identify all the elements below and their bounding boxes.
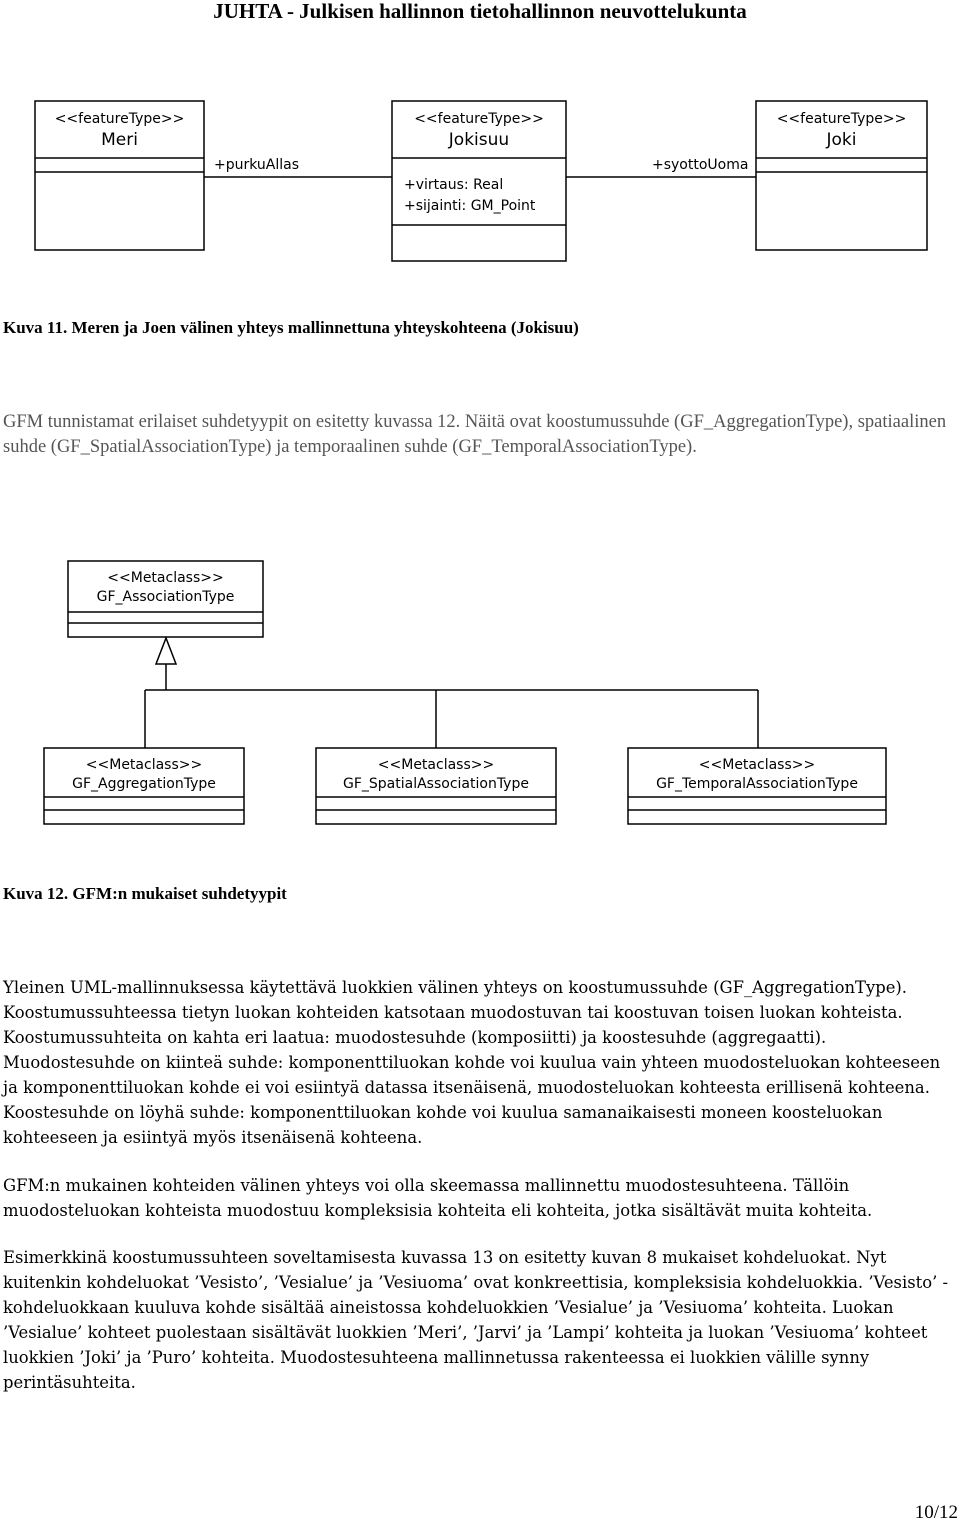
header-title: JUHTA - Julkisen hallinnon tietohallinnon neuvottelukunta — [213, 0, 747, 23]
child-name-spatial: GF_SpatialAssociationType — [343, 776, 529, 792]
role-label-purkuallas: +purkuAllas — [214, 157, 300, 173]
page-number: 10/12 — [914, 1502, 958, 1523]
joki-class-name: Joki — [826, 130, 857, 150]
figure-12-caption: Kuva 12. GFM:n mukaiset suhdetyypit — [3, 884, 287, 903]
meri-stereotype: <<featureType>> — [54, 111, 185, 127]
page-header — [0, 0, 960, 22]
child-stereotype-temporal: <<Metaclass>> — [698, 757, 816, 773]
body-paragraph-example: Esimerkkinä koostumussuhteen soveltamisesta kuvassa 13 on esitetty kuvan 8 mukaiset kohdeluokat. Nyt kuitenkin kohdeluokat ’Vesisto’, ’Vesialue’ ja ’Vesiuoma’ ovat konkreettisia, kompleksisia kohdeluokkia. ’Vesisto’ -kohdeluokkaan kuuluva kohde sisältää aineistossa kohdeluokkien ’Vesialue’ ja ’Vesiuoma’ kohteita. Luokan ’Vesialue’ kohteet puolestaan sisältävät luokkien ’Meri’, ’Jarvi’ ja ’Lampi’ kohteita ja luokan ’Vesiuoma’ kohteet luokkien ’Joki’ ja ’Puro’ kohteita. Muodostesuhteena mallinnetussa rakenteessa ei luokkien välille synny perintäsuhteita. — [3, 1248, 949, 1392]
figure-11-diagram — [0, 95, 960, 267]
parent-stereotype: <<Metaclass>> — [107, 570, 224, 586]
intro-paragraph: GFM tunnistamat erilaiset suhdetyypit on esitetty kuvassa 12. Näitä ovat koostumussuhde (GF_AggregationType), spatiaalinen suhde (GF_SpatialAssociationType) ja temporaalinen suhde (GF_TemporalAssociationType). — [3, 412, 947, 457]
joki-stereotype: <<featureType>> — [776, 111, 907, 127]
child-name-temporal: GF_TemporalAssociationType — [656, 776, 858, 792]
jokisuu-attribute-virtaus: +virtaus: Real — [404, 177, 504, 193]
jokisuu-stereotype: <<featureType>> — [414, 111, 544, 127]
child-stereotype-spatial: <<Metaclass>> — [377, 757, 495, 773]
meri-class-name: Meri — [101, 130, 138, 150]
jokisuu-attribute-sijainti: +sijainti: GM_Point — [404, 198, 536, 214]
role-label-syottouoma: +syottoUoma — [652, 157, 749, 173]
parent-metaclass-name: GF_AssociationType — [96, 589, 235, 605]
child-stereotype-aggregation: <<Metaclass>> — [85, 757, 203, 773]
figure-12-diagram — [0, 555, 960, 830]
figure-11-caption: Kuva 11. Meren ja Joen välinen yhteys mallinnettuna yhteyskohteena (Jokisuu) — [3, 318, 579, 337]
generalization-arrowhead — [156, 638, 176, 664]
body-paragraph-composition: GFM:n mukainen kohteiden välinen yhteys voi olla skeemassa mallinnettu muodostesuhteena. Tällöin muodosteluokan kohteista muodostuu kompleksisia kohteita eli kohteita, jotka sisältävät muita kohteita. — [3, 1176, 873, 1220]
child-name-aggregation: GF_AggregationType — [72, 776, 216, 792]
body-paragraph-aggregation: Yleinen UML-mallinnuksessa käytettävä luokkien välinen yhteys on koostumussuhde (GF_AggregationType). Koostumussuhteessa tietyn luokan kohteiden katsotaan muodostuvan tai koostuvan toisen luokan kohteista. Koostumussuhteita on kahta eri laatua: muodostesuhde (komposiitti) ja koostesuhde (aggregaatti). Muodostesuhde on kiinteä suhde: komponenttiluokan kohde voi kuulua vain yhteen muodosteluokan kohteeseen ja komponenttiluokan kohde ei voi esiintyä datassa itsenäisenä, muodosteluokan kohteesta erillisenä kohteena. Koostesuhde on löyhä suhde: komponenttiluokan kohde voi kuulua samanaikaisesti moneen koosteluokan kohteeseen ja esiintyä myös itsenäisenä kohteena. — [3, 978, 941, 1147]
jokisuu-class-name: Jokisuu — [448, 130, 510, 150]
